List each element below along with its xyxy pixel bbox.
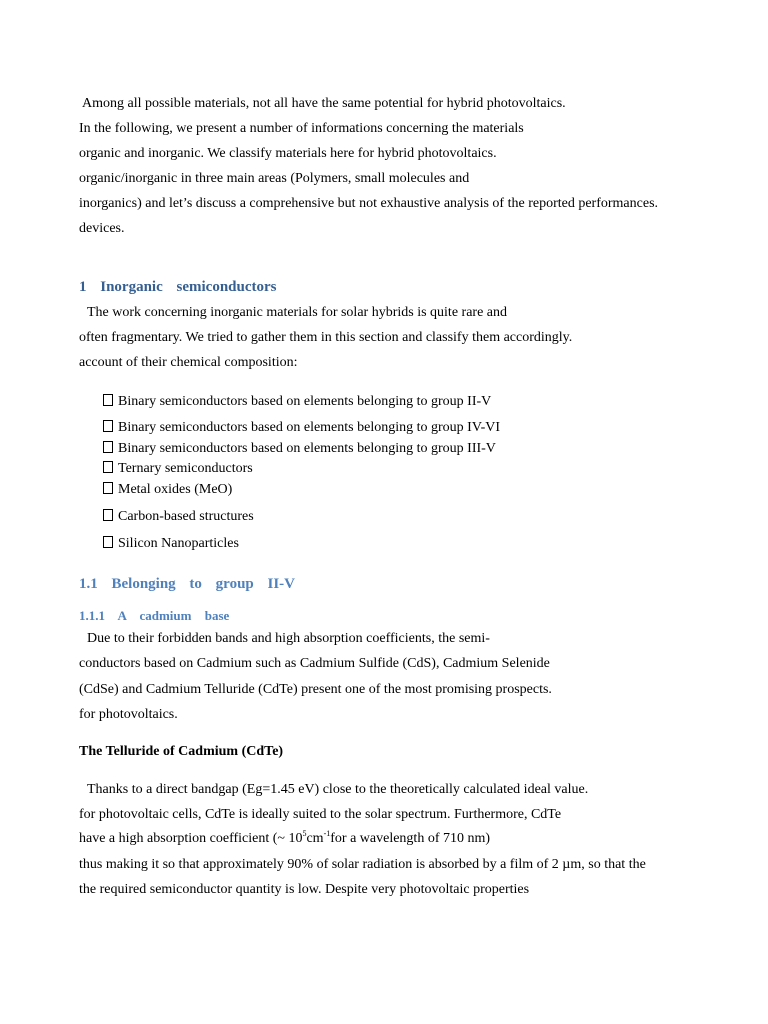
checkbox-glyph-icon — [103, 461, 113, 473]
cadmium-line-2: conductors based on Cadmium such as Cadmium Sulfide (CdS), Cadmium Selenide — [79, 656, 550, 671]
checkbox-glyph-icon — [103, 509, 113, 521]
section-1-1-1-number: 1.1.1 — [79, 608, 105, 623]
cadmium-line-4: for photovoltaics. — [79, 707, 178, 722]
cdte-line-3: have a high absorption coefficient (~ $10^5cm^{-1}for$ a wavelength of 710 nm) — [79, 829, 491, 846]
intro-line-1: Among all possible materials, not all have the same potential for hybrid photovoltaics. — [82, 96, 566, 111]
section-1-heading — [79, 277, 277, 297]
list-item: Ternary semiconductors — [103, 460, 253, 478]
cdte-line-1: Thanks to a direct bandgap (Eg=1.45 eV) close to the theoretically calculated ideal value. — [87, 782, 589, 797]
checkbox-glyph-icon — [103, 394, 113, 406]
checkbox-glyph-icon — [103, 536, 113, 548]
list-item: Carbon-based structures — [103, 508, 254, 526]
section-1-1-1-title: A cadmium base — [117, 608, 230, 623]
list-item: Metal oxides (MeO) — [103, 481, 232, 499]
intro-line-3: organic and inorganic. We classify materials here for hybrid photovoltaics. — [79, 146, 497, 161]
section-1-1-1-heading — [79, 607, 229, 625]
list-item: Binary semiconductors based on elements belonging to group III-V — [103, 440, 496, 458]
intro-line-5: inorganics) and let’s discuss a comprehensive but not exhaustive analysis of the reported performances. — [79, 196, 659, 211]
list-item: Binary semiconductors based on elements belonging to group IV-VI — [103, 419, 500, 437]
list-item: Silicon Nanoparticles — [103, 535, 239, 553]
section-1-line-1: The work concerning inorganic materials for solar hybrids is quite rare and — [87, 305, 507, 320]
section-1-1-heading — [79, 574, 295, 594]
cadmium-line-1: Due to their forbidden bands and high absorption coefficients, the semi- — [87, 631, 490, 646]
cdte-title: The Telluride of Cadmium (CdTe) — [79, 744, 284, 759]
list-item: Binary semiconductors based on elements belonging to group II-V — [103, 393, 491, 411]
section-1-1-number: 1.1 — [79, 576, 98, 592]
cdte-line-2: for photovoltaic cells, CdTe is ideally suited to the solar spectrum. Furthermore, CdTe — [79, 807, 562, 822]
cdte-line-4: thus making it so that approximately 90% of solar radiation is absorbed by a film of 2 µm, so that the — [79, 857, 646, 872]
intro-line-6: devices. — [79, 221, 125, 236]
section-1-line-2: often fragmentary. We tried to gather them in this section and classify them accordingly. — [79, 330, 573, 345]
intro-line-2: In the following, we present a number of informations concerning the materials — [79, 121, 524, 136]
cadmium-line-3: (CdSe) and Cadmium Telluride (CdTe) present one of the most promising prospects. — [79, 682, 552, 697]
checkbox-glyph-icon — [103, 441, 113, 453]
intro-line-4: organic/inorganic in three main areas (Polymers, small molecules and — [79, 171, 470, 186]
section-1-number: 1 — [79, 279, 87, 295]
checkbox-glyph-icon — [103, 482, 113, 494]
section-1-title: Inorganic semiconductors — [100, 279, 277, 295]
cdte-line-5: the required semiconductor quantity is low. Despite very photovoltaic properties — [79, 882, 530, 897]
checkbox-glyph-icon — [103, 420, 113, 432]
section-1-line-3: account of their chemical composition: — [79, 355, 298, 370]
section-1-1-title: Belonging to group II-V — [111, 576, 296, 592]
